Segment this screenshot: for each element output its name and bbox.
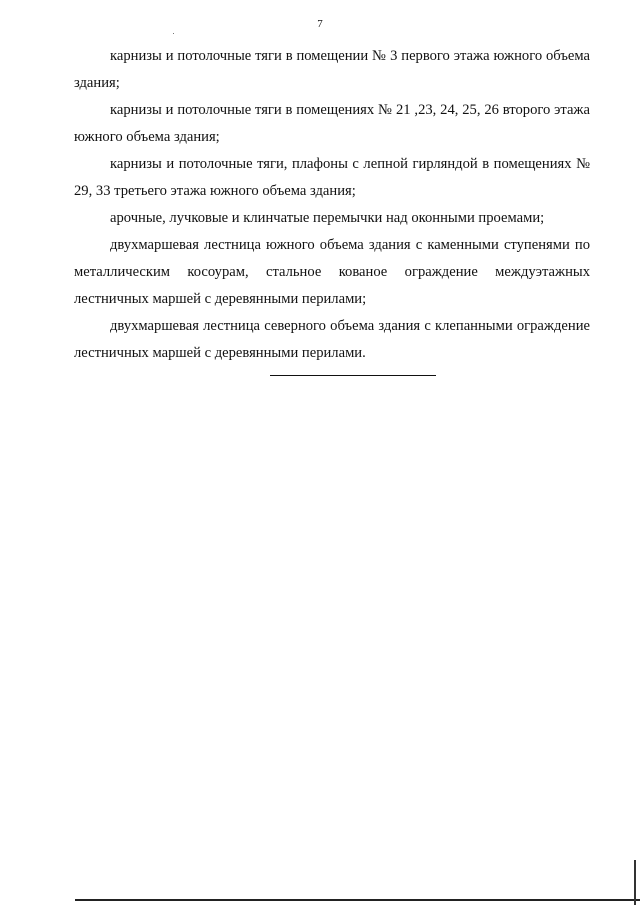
paragraph-south-staircase: двухмаршевая лестница южного объема здания с каменными ступенями по металлическим косоурам, стальное кованое ограждение междуэтажных лестничных маршей с деревянными перилами; — [74, 237, 590, 307]
paragraph-north-staircase: двухмаршевая лестница северного объема здания с клепанными ограждение лестничных маршей с деревянными перилами. — [74, 318, 590, 361]
scan-speck — [173, 33, 174, 34]
paragraph-lintels: арочные, лучковые и клинчатые перемычки над оконными проемами; — [110, 210, 545, 226]
paragraph-cornices-plafonds-rooms-29-33: карнизы и потолочные тяги, плафоны с лепной гирляндой в помещениях № 29, 33 третьего этажа южного объема здания; — [74, 156, 590, 199]
scan-bottom-edge — [75, 899, 640, 901]
end-of-section-rule — [270, 375, 436, 376]
page-number: 7 — [317, 18, 323, 30]
document-body — [74, 43, 590, 367]
paragraph-cornices-rooms-21-26: карнизы и потолочные тяги в помещениях № 21 ,23, 24, 25, 26 второго этажа южного объема здания; — [74, 102, 590, 145]
scan-right-edge — [634, 860, 636, 905]
paragraph-cornices-room-3: карнизы и потолочные тяги в помещении № 3 первого этажа южного объема здания; — [74, 48, 590, 91]
